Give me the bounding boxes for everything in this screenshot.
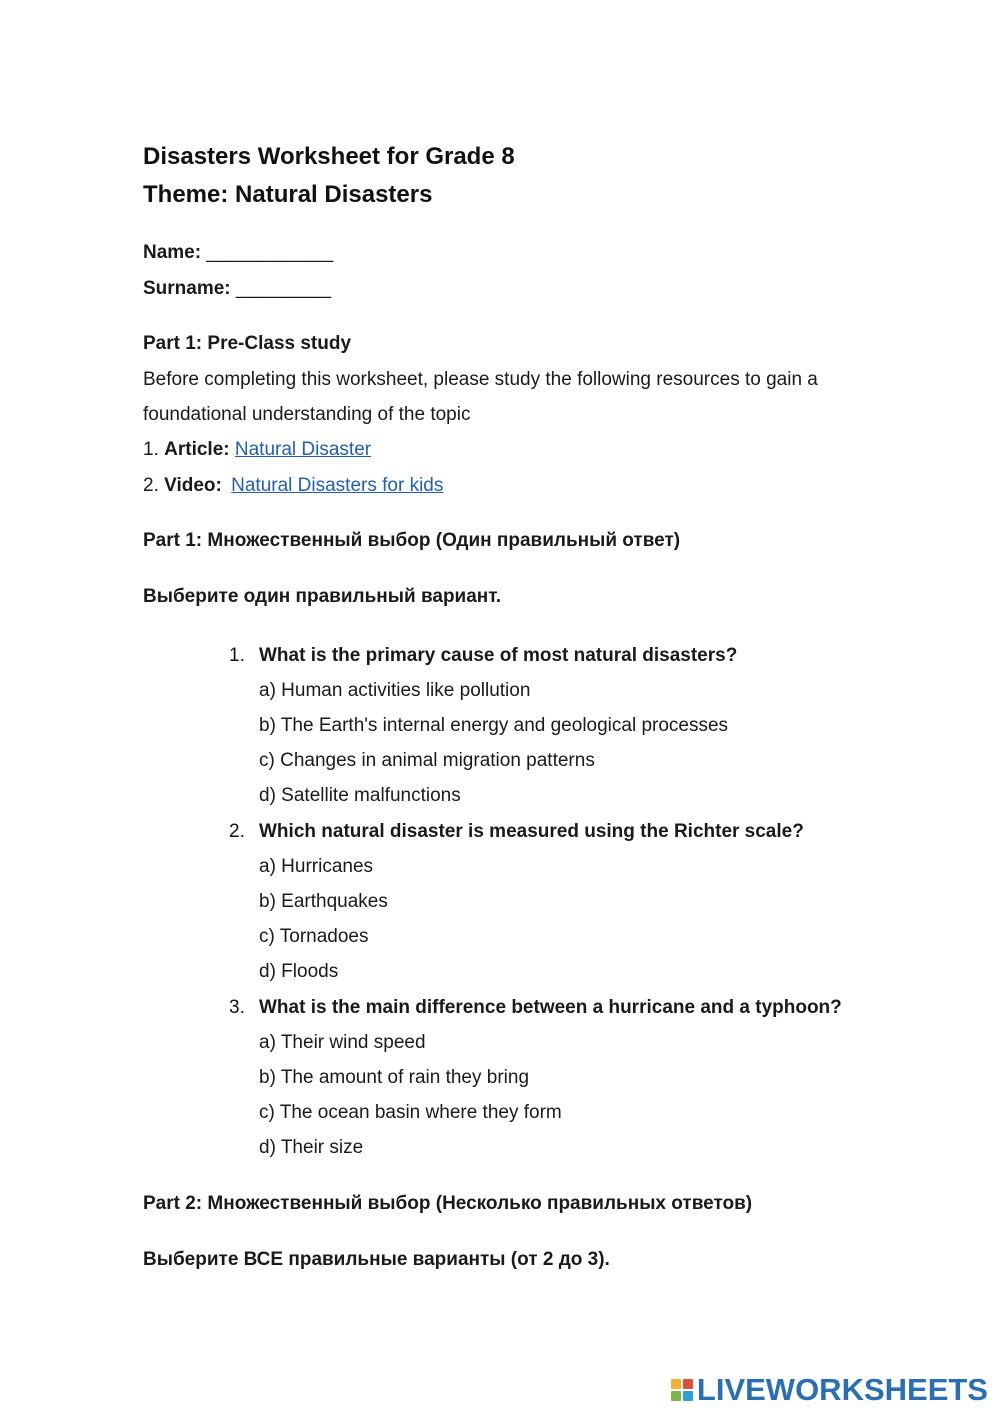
resource-label: Video: [164, 475, 222, 496]
question-text: What is the main difference between a hurricane and a typhoon? [259, 997, 842, 1018]
surname-blank[interactable]: _________ [235, 278, 332, 299]
answer-option[interactable]: c) Tornadoes [259, 926, 369, 947]
surname-label: Surname: [143, 278, 231, 299]
video-link[interactable]: Natural Disasters for kids [231, 475, 444, 496]
liveworksheets-logo [671, 1372, 988, 1408]
name-label: Name: [143, 242, 202, 263]
answer-option[interactable]: a) Their wind speed [259, 1032, 426, 1053]
part2-instruction: Выберите ВСЕ правильные варианты (от 2 до 3). [143, 1249, 610, 1270]
logo-block [683, 1391, 693, 1401]
resource-number: 2. [143, 475, 159, 496]
answer-option[interactable]: d) Floods [259, 961, 339, 982]
question-number: 1. [229, 645, 245, 666]
logo-text: LIVEWORKSHEETS [696, 1372, 988, 1407]
resource-number: 1. [143, 439, 159, 460]
question-number: 3. [229, 997, 245, 1018]
question-number: 2. [229, 821, 245, 842]
logo-blocks-icon [671, 1379, 693, 1401]
answer-option[interactable]: b) The Earth's internal energy and geological processes [259, 715, 729, 736]
page-subtitle: Theme: Natural Disasters [143, 181, 433, 208]
resource-video [143, 475, 443, 497]
part1-instruction: Выберите один правильный вариант. [143, 586, 502, 607]
pre-class-intro-line2: foundational understanding of the topic [143, 404, 471, 425]
pre-class-intro-line1: Before completing this worksheet, please study the following resources to gain a [143, 369, 818, 390]
name-field [143, 242, 333, 264]
resource-article [143, 439, 371, 461]
article-link[interactable]: Natural Disaster [234, 439, 372, 460]
answer-option[interactable]: c) The ocean basin where they form [259, 1102, 562, 1123]
page-title: Disasters Worksheet for Grade 8 [143, 143, 515, 170]
answer-option[interactable]: d) Their size [259, 1137, 364, 1158]
answer-option[interactable]: b) The amount of rain they bring [259, 1067, 530, 1088]
name-blank[interactable]: ____________ [206, 242, 334, 263]
surname-field [143, 278, 331, 300]
answer-option[interactable]: d) Satellite malfunctions [259, 785, 461, 806]
resource-label: Article: [164, 439, 230, 460]
question-text: Which natural disaster is measured using the Richter scale? [259, 821, 804, 842]
logo-block [671, 1391, 681, 1401]
answer-option[interactable]: a) Hurricanes [259, 856, 374, 877]
logo-block [683, 1379, 693, 1389]
question-text: What is the primary cause of most natural disasters? [259, 645, 738, 666]
part1-heading: Part 1: Множественный выбор (Один правильный ответ) [143, 530, 681, 551]
logo-block [671, 1379, 681, 1389]
answer-option[interactable]: b) Earthquakes [259, 891, 388, 912]
answer-option[interactable]: c) Changes in animal migration patterns [259, 750, 595, 771]
pre-class-heading: Part 1: Pre-Class study [143, 333, 352, 354]
part2-heading: Part 2: Множественный выбор (Несколько правильных ответов) [143, 1193, 753, 1214]
answer-option[interactable]: a) Human activities like pollution [259, 680, 531, 701]
